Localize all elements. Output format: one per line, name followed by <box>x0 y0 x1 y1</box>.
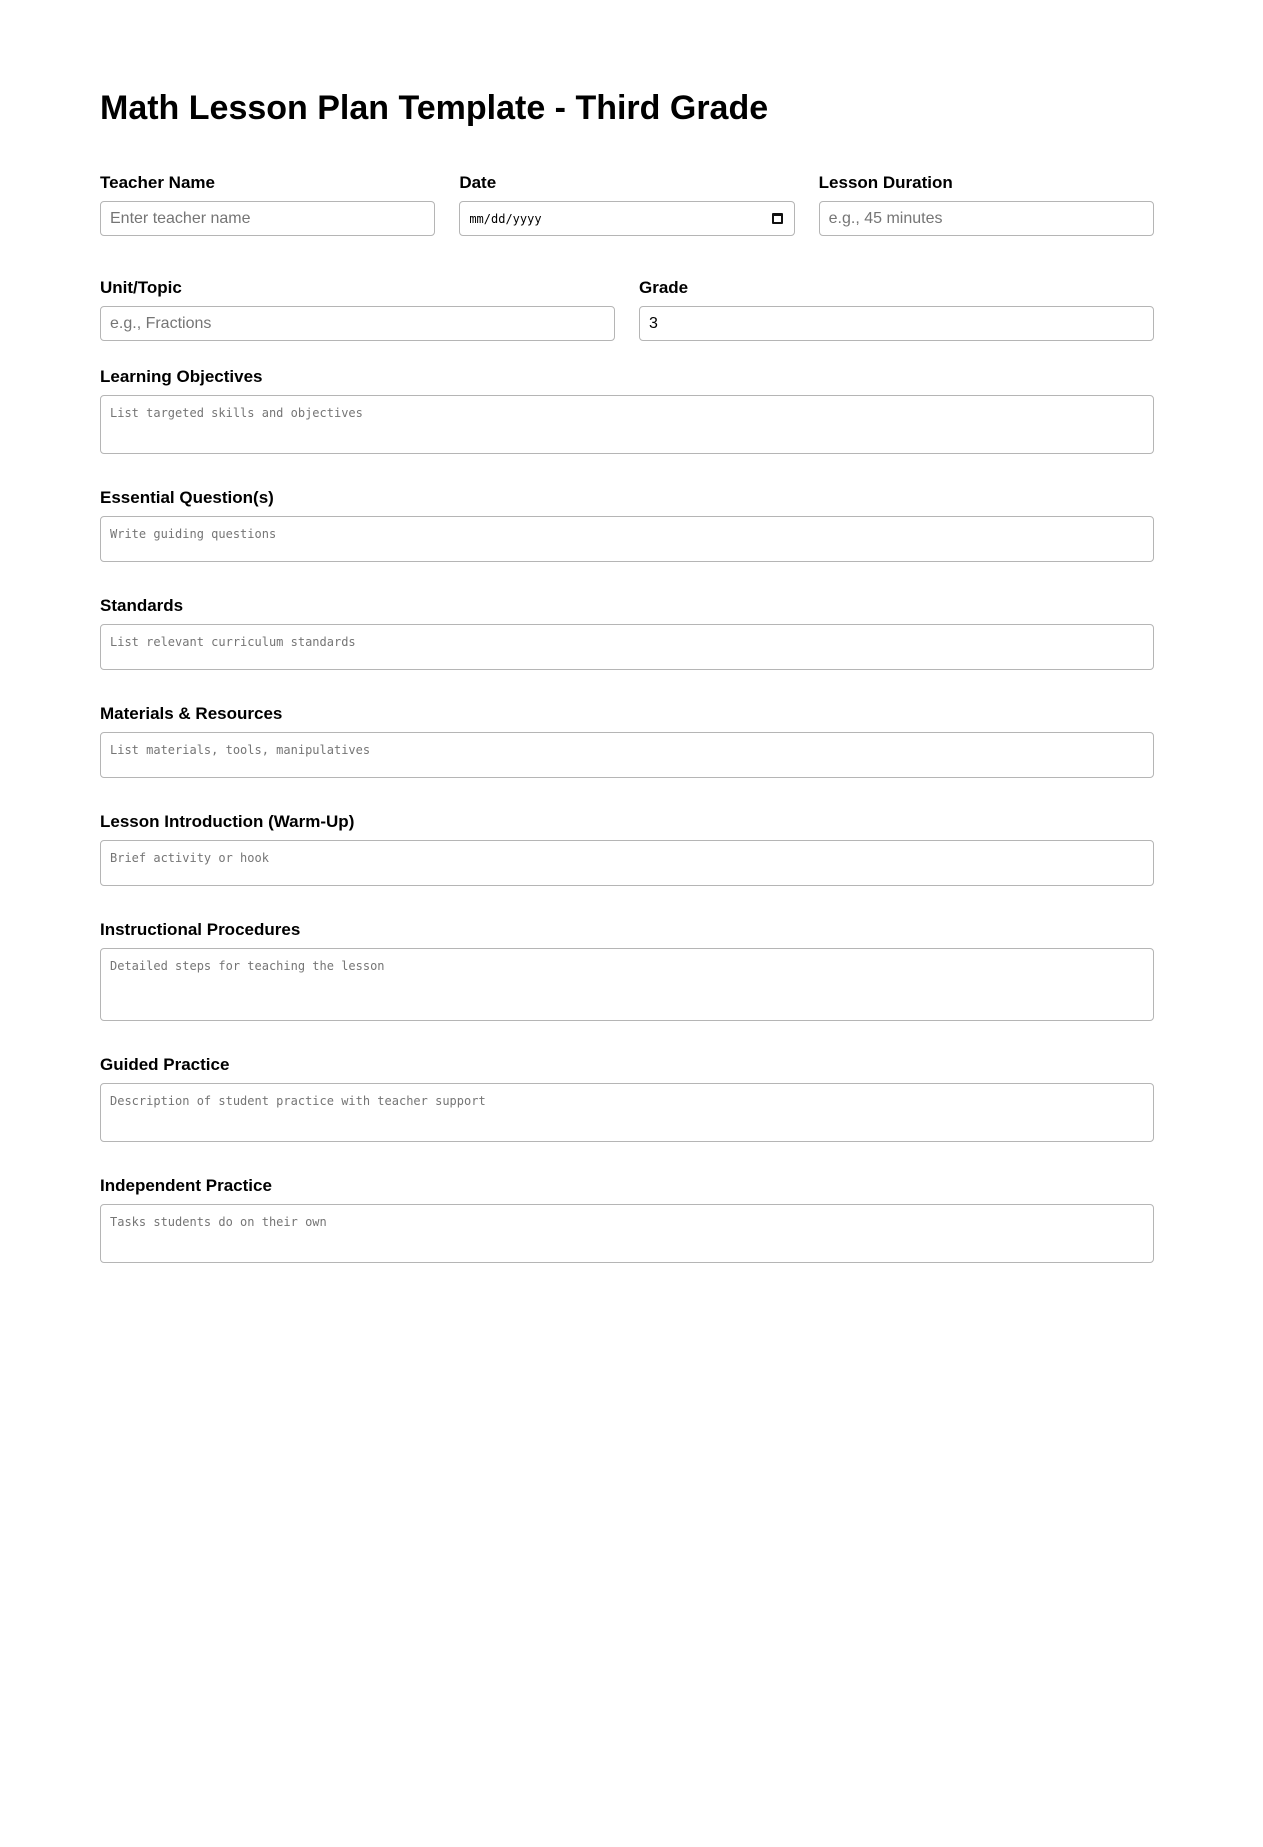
unit-topic-label: Unit/Topic <box>100 278 182 297</box>
grade-group <box>639 278 1154 341</box>
lesson-duration-input[interactable] <box>819 201 1154 236</box>
row-teacher-date-duration <box>100 173 1154 236</box>
teacher-name-input[interactable] <box>100 201 435 236</box>
independent-practice-section <box>100 1176 1154 1263</box>
procedures-section <box>100 920 1154 1021</box>
essential-questions-label: Essential Question(s) <box>100 488 274 507</box>
independent-practice-label: Independent Practice <box>100 1176 272 1195</box>
teacher-name-group <box>100 173 435 236</box>
lesson-duration-label: Lesson Duration <box>818 173 953 192</box>
unit-topic-input[interactable] <box>100 306 615 341</box>
introduction-label: Lesson Introduction (Warm-Up) <box>100 812 355 831</box>
guided-practice-label: Guided Practice <box>100 1055 230 1074</box>
procedures-textarea[interactable] <box>100 948 1154 1021</box>
procedures-label: Instructional Procedures <box>100 920 301 939</box>
essential-questions-textarea[interactable] <box>100 516 1154 562</box>
grade-input[interactable] <box>639 306 1154 341</box>
date-placeholder: mm/dd/yyyy <box>469 211 542 226</box>
row-unit-grade <box>100 278 1154 341</box>
standards-textarea[interactable] <box>100 624 1154 670</box>
page-title: Math Lesson Plan Template - Third Grade <box>100 89 769 127</box>
introduction-textarea[interactable] <box>100 840 1154 886</box>
learning-objectives-section <box>100 367 1154 454</box>
unit-topic-group <box>100 278 615 341</box>
independent-practice-textarea[interactable] <box>100 1204 1154 1263</box>
standards-section <box>100 596 1154 670</box>
date-group <box>459 173 794 236</box>
lesson-duration-group <box>819 173 1154 236</box>
lesson-plan-form <box>100 0 1154 1263</box>
guided-practice-section <box>100 1055 1154 1142</box>
materials-section <box>100 704 1154 778</box>
introduction-section <box>100 812 1154 886</box>
date-label: Date <box>459 173 497 192</box>
teacher-name-label: Teacher Name <box>100 173 215 192</box>
learning-objectives-textarea[interactable] <box>100 395 1154 454</box>
materials-textarea[interactable] <box>100 732 1154 778</box>
calendar-icon[interactable] <box>772 213 783 224</box>
grade-label: Grade <box>639 278 689 297</box>
date-input[interactable] <box>459 201 794 236</box>
materials-label: Materials & Resources <box>100 704 283 723</box>
learning-objectives-label: Learning Objectives <box>100 367 263 386</box>
essential-questions-section <box>100 488 1154 562</box>
guided-practice-textarea[interactable] <box>100 1083 1154 1142</box>
standards-label: Standards <box>100 596 184 615</box>
